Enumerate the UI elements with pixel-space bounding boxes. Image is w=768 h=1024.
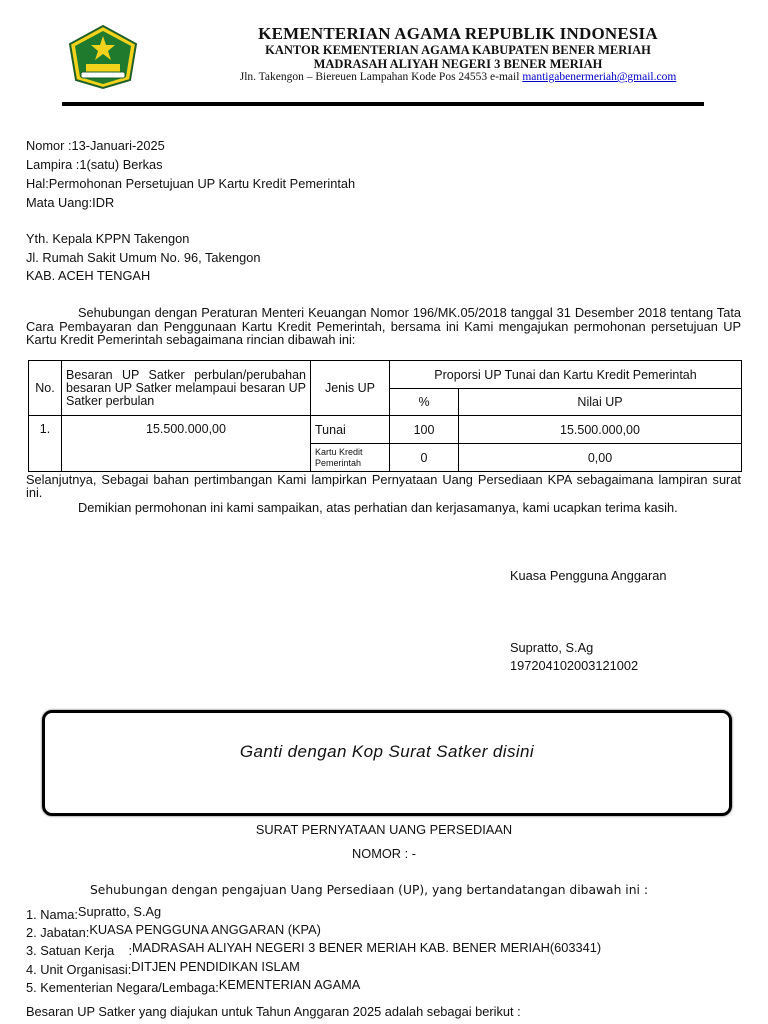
header-jenis: Jenis UP bbox=[311, 361, 390, 416]
field-name-label: 1. Nama: bbox=[26, 907, 78, 922]
row-jenis: Kartu Kredit Pemerintah bbox=[311, 444, 390, 472]
header-nilai: Nilai UP bbox=[459, 389, 742, 416]
recipient-region: KAB. ACEH TENGAH bbox=[26, 268, 151, 283]
letter-number: Nomor :13-Januari-2025 bbox=[26, 138, 165, 153]
row-persen: 0 bbox=[390, 444, 459, 472]
signature-name: Supratto, S.Ag bbox=[510, 640, 594, 655]
field-satker-value: MADRASAH ALIYAH NEGERI 3 BENER MERIAH KAB. BENER MERIAH(603341) bbox=[132, 940, 602, 955]
field-unit-label: 4. Unit Organisasi: bbox=[26, 962, 132, 977]
letterhead-ministry: KEMENTERIAN AGAMA REPUBLIK INDONESIA bbox=[258, 24, 658, 43]
letter-attachment: Lampira :1(satu) Berkas bbox=[26, 157, 163, 172]
row-besaran: 15.500.000,00 bbox=[62, 416, 311, 472]
intro-paragraph: Sehubungan dengan Peraturan Menteri Keuangan Nomor 196/MK.05/2018 tanggal 31 Desember 2018 tentang Tata Cara Pembayaran dan Penggunaan Kartu Kredit Pemerintah, bersama ini Kami mengajukan permohonan persetujuan UP Kartu Kredit Pemerintah sebagaimana rincian dibawah ini: bbox=[26, 305, 741, 347]
signature-nip: 197204102003121002 bbox=[510, 658, 639, 673]
letter-subject: Hal:Permohonan Persetujuan UP Kartu Kredit Pemerintah bbox=[26, 176, 356, 191]
statement-title: SURAT PERNYATAAN UANG PERSEDIAAN bbox=[255, 822, 513, 837]
statement-number: NOMOR : - bbox=[352, 846, 416, 861]
row-nilai: 15.500.000,00 bbox=[459, 416, 742, 444]
letter-currency: Mata Uang:IDR bbox=[26, 195, 115, 210]
field-label bbox=[26, 921, 321, 938]
field-kementerian-label: 5. Kementerian Negara/Lembaga: bbox=[26, 980, 219, 995]
field-name-value: Supratto, S.Ag bbox=[77, 904, 162, 919]
field-label bbox=[26, 939, 601, 956]
field-jabatan-value: KUASA PENGGUNA ANGGARAN (KPA) bbox=[89, 922, 321, 937]
statement-footer-line: Besaran UP Satker yang diajukan untuk Tahun Anggaran 2025 adalah sebagai berikut : bbox=[26, 1004, 521, 1019]
header-proporsi: Proporsi UP Tunai dan Kartu Kredit Pemerintah bbox=[390, 361, 742, 389]
header-persen: % bbox=[390, 389, 459, 416]
address-text: Jln. Takengon – Biereuen Lampahan Kode Pos 24553 e-mail bbox=[239, 71, 523, 83]
statement-intro: Sehubungan dengan pengajuan Uang Persediaan (UP), yang bertandatangan dibawah ini : bbox=[90, 883, 648, 897]
field-label bbox=[26, 976, 360, 993]
up-table bbox=[28, 360, 742, 472]
field-satker-label: 3. Satuan Kerja : bbox=[26, 943, 132, 958]
email-link[interactable]: mantigabenermeriah@gmail.com bbox=[522, 71, 677, 83]
signature-title: Kuasa Pengguna Anggaran bbox=[510, 568, 667, 583]
kop-placeholder-box bbox=[42, 710, 732, 816]
recipient-name: Yth. Kepala KPPN Takengon bbox=[26, 231, 190, 246]
field-kementerian-value: KEMENTERIAN AGAMA bbox=[218, 977, 361, 992]
field-label bbox=[26, 958, 300, 975]
header-besaran: Besaran UP Satker perbulan/perubahan besaran UP Satker melampaui besaran UP Satker perbulan bbox=[62, 361, 311, 416]
letterhead-school: MADRASAH ALIYAH NEGERI 3 BENER MERIAH bbox=[313, 57, 603, 71]
header-no: No. bbox=[29, 361, 62, 416]
letterhead-office: KANTOR KEMENTERIAN AGAMA KABUPATEN BENER MERIAH bbox=[265, 43, 651, 57]
after-table-paragraph: Selanjutnya, Sebagai bahan pertimbangan Kami lampirkan Pernyataan Uang Persediaan KPA sebagaimana lampiran surat ini. bbox=[26, 472, 741, 500]
row-no: 1. bbox=[29, 416, 62, 472]
field-label bbox=[26, 903, 161, 920]
letterhead-divider bbox=[62, 102, 704, 106]
kop-placeholder-text: Ganti dengan Kop Surat Satker disini bbox=[239, 742, 535, 761]
recipient-address: Jl. Rumah Sakit Umum No. 96, Takengon bbox=[26, 250, 261, 265]
field-jabatan-label: 2. Jabatan: bbox=[26, 925, 90, 940]
letterhead-address bbox=[150, 71, 766, 83]
closing-paragraph: Demikian permohonan ini kami sampaikan, atas perhatian dan kerjasamanya, kami ucapkan terima kasih. bbox=[78, 500, 678, 515]
ministry-logo bbox=[66, 24, 140, 90]
row-nilai: 0,00 bbox=[459, 444, 742, 472]
row-jenis: Tunai bbox=[311, 416, 390, 444]
field-unit-value: DITJEN PENDIDIKAN ISLAM bbox=[131, 959, 300, 974]
row-persen: 100 bbox=[390, 416, 459, 444]
